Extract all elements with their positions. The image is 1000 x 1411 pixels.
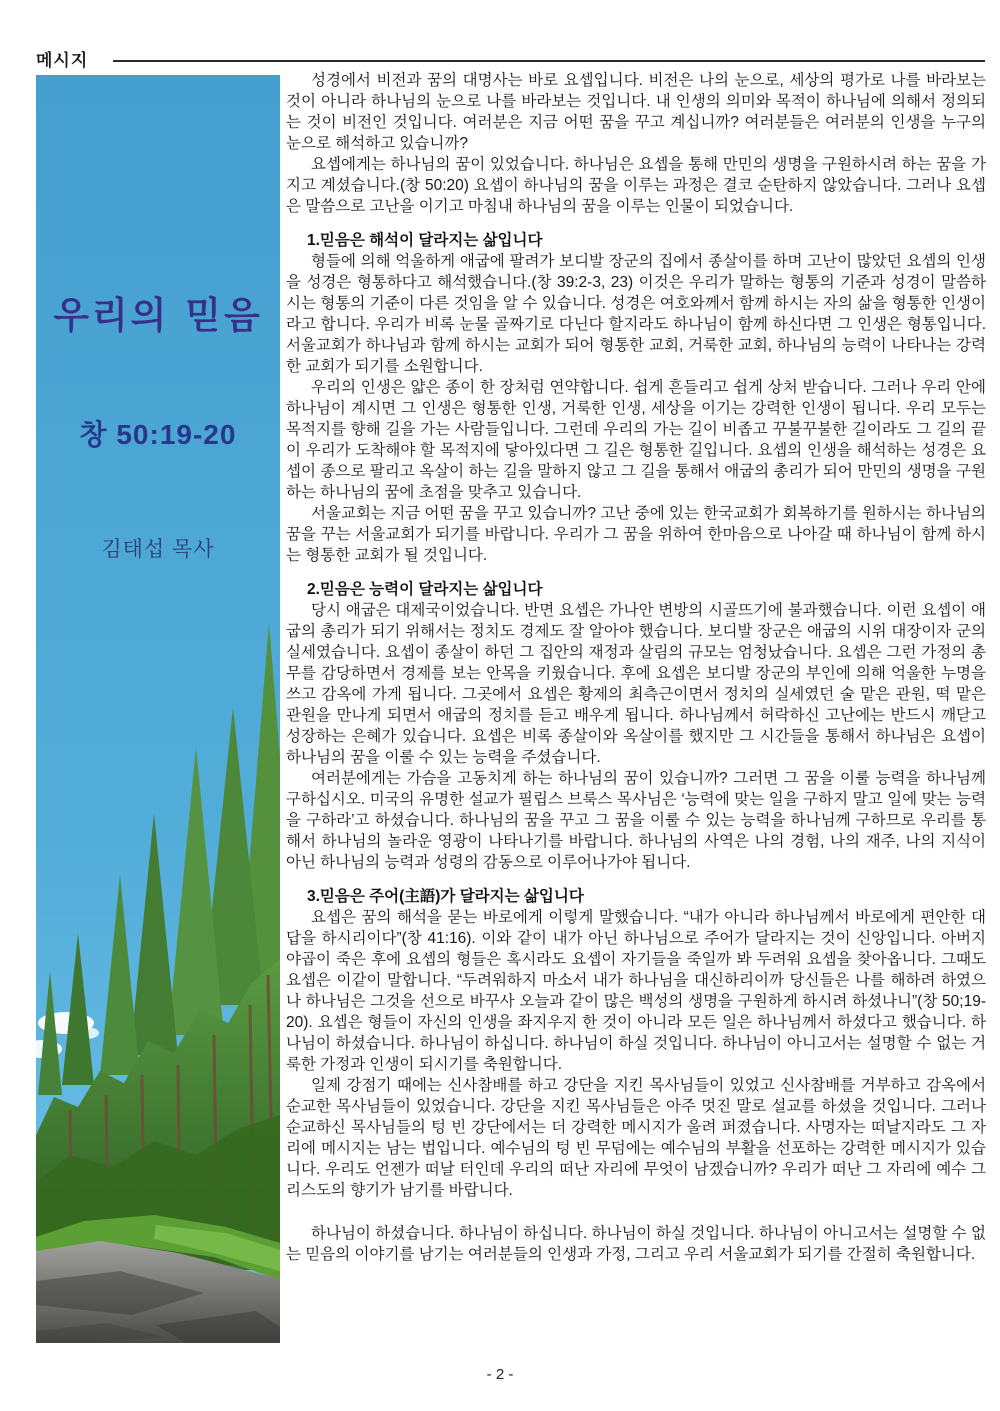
section-3-paragraph: 요셉은 꿈의 해석을 묻는 바로에게 이렇게 말했습니다. “내가 아니라 하나님께서 바로에게 편안한 대답을 하시리이다”(창 41:16). 이와 같이 내가 아닌 하나님으로 주어가 달라지는 것이 신앙입니다. 아버지 야곱이 죽은 후에 요셉의 형들은 혹시라도 요셉이 자기들을 죽일까 봐 두려워 요셉을 찾아옵니다. 그때도 요셉은 이같이 말합니다. “두려워하지 마소서 내가 하나님을 대신하리이까 당신들은 나를 해하려 하였으나 하나님은 그것을 선으로 바꾸사 오늘과 같이 많은 백성의 생명을 구원하게 하시려 하셨나니”(창 50;19-20). 요셉은 형들이 자신의 인생을 좌지우지 한 것이 아니라 모든 일은 하나님께서 하셨다고 했습니다. 하나님이 하셨습니다. 하나님이 하십니다. 하나님이 하실 것입니다. 하나님이 아니고서는 설명할 수 없는 거룩한 가정과 인생이 되시기를 축원합니다. (286, 909, 986, 1073)
section-heading-1: 1.믿음은 해석이 달라지는 삶입니다 (307, 232, 543, 249)
scripture-reference: 창 50:19-20 (79, 419, 237, 450)
section-2-paragraph: 당시 애굽은 대제국이었습니다. 반면 요셉은 가나안 변방의 시골뜨기에 불과했습니다. 이런 요셉이 애굽의 총리가 되기 위해서는 정치도 경제도 잘 알아야 했습니다. 보디발 장군은 애굽의 시위 대장이자 군의 실세였습니다. 요셉이 종살이 하던 그 집안의 재정과 살림의 규모는 엄청났습니다. 요셉은 그런 가정의 총무를 감당하면서 경제를 보는 안목을 키웠습니다. 후에 요셉은 보디발 장군의 부인에 의해 억울한 누명을 쓰고 감옥에 가게 됩니다. 그곳에서 요셉은 황제의 최측근이면서 정치의 실세였던 술 맡은 관원, 떡 맡은 관원을 만나게 되면서 애굽의 정치를 듣고 배우게 됩니다. 하나님께서 허락하신 고난에는 반드시 깨닫고 성장하는 은혜가 있습니다. 요셉은 비록 종살이와 옥살이를 했지만 그 시간들을 통해서 하나님은 요셉이 하나님의 꿈을 이룰 수 있는 능력을 주셨습니다. (286, 602, 986, 766)
header-rule (113, 60, 985, 62)
intro-paragraph: 성경에서 비전과 꿈의 대명사는 바로 요셉입니다. 비전은 나의 눈으로, 세상의 평가로 나를 바라보는 것이 아니라 하나님의 눈으로 나를 바라보는 것입니다. 내 인생의 의미와 목적이 하나님에 의해서 정의되는 것이 비전인 것입니다. 여러분은 지금 어떤 꿈을 꾸고 계십니까? 여러분들은 여러분의 인생을 누구의 눈으로 해석하고 있습니까? (286, 72, 986, 152)
section-1-paragraph: 우리의 인생은 얇은 종이 한 장처럼 연약합니다. 쉽게 흔들리고 쉽게 상처 받습니다. 그러나 우리 안에 하나님이 계시면 그 인생은 형통한 인생, 거룩한 인생, 세상을 이기는 강력한 인생이 됩니다. 우리 모두는 목적지를 향해 길을 가는 사람들입니다. 그런데 우리의 가는 길이 비좁고 꾸불꾸불한 길이라도 그 길의 끝이 우리가 도착해야 할 목적지에 닿아있다면 그 길은 형통한 길입니다. 요셉의 인생을 해석하는 성경은 요셉이 종으로 팔리고 옥살이 하는 길을 말하지 않고 그 길을 통해서 애굽의 총리가 되어 만민의 생명을 구원하는 하나님의 꿈에 초점을 맞추고 있습니다. (286, 379, 986, 501)
section-3-paragraph: 일제 강점기 때에는 신사참배를 하고 강단을 지킨 목사님들이 있었고 신사참배를 거부하고 감옥에서 순교한 목사님들이 있었습니다. 강단을 지킨 목사님들은 아주 멋진 말로 설교를 하셨을 것입니다. 그러나 순교하신 목사님들의 텅 빈 강단에서는 더 강력한 메시지가 울려 퍼졌습니다. 사명자는 떠날지라도 그 자리에 메시지는 남는 법입니다. 예수님의 텅 빈 무덤에는 예수님의 부활을 선포하는 강력한 메시지가 있습니다. 우리도 언젠가 떠날 터인데 우리의 떠난 자리에 무엇이 남겠습니까? 우리가 떠난 그 자리에 예수 그리스도의 향기가 남기를 바랍니다. (286, 1077, 986, 1199)
section-1-paragraph: 서울교회는 지금 어떤 꿈을 꾸고 있습니까? 고난 중에 있는 한국교회가 회복하기를 원하시는 하나님의 꿈을 꾸는 서울교회가 되기를 바랍니다. 우리가 그 꿈을 위하여 한마음으로 나아갈 때 하나님이 함께 하시는 형통한 교회가 될 것입니다. (286, 505, 986, 564)
sermon-body (286, 70, 986, 1265)
section-heading-3: 3.믿음은 주어(主語)가 달라지는 삶입니다 (307, 888, 584, 905)
sermon-photo-panel (36, 75, 280, 1343)
preacher-name: 김태섭 목사 (101, 538, 215, 561)
section-heading-2: 2.믿음은 능력이 달라지는 삶입니다 (307, 581, 543, 598)
forest-road-photo (36, 75, 280, 1343)
intro-paragraph: 요셉에게는 하나님의 꿈이 있었습니다. 하나님은 요셉을 통해 만민의 생명을 구원하시려 하는 꿈을 가지고 계셨습니다.(창 50:20) 요셉이 하나님의 꿈을 이루는 과정은 결코 순탄하지 않았습니다. 그러나 요셉은 말씀으로 고난을 이기고 마침내 하나님의 꿈을 이루는 인물이 되었습니다. (286, 156, 986, 215)
section-label: 메시지 (36, 51, 89, 70)
page-number: - 2 - (486, 1366, 514, 1383)
sermon-title: 우리의 믿음 (53, 293, 263, 337)
section-1-paragraph: 형들에 의해 억울하게 애굽에 팔려가 보디발 장군의 집에서 종살이를 하며 고난이 많았던 요셉의 인생을 성경은 형통하다고 해석했습니다.(창 39:2-3, 23) 이것은 우리가 말하는 형통의 기준과 성경이 말씀하시는 형통의 기준이 다른 것임을 알 수 있습니다. 성경은 여호와께서 함께 하시는 자의 삶을 형통한 인생이라고 합니다. 우리가 비록 눈물 골짜기로 다닌다 할지라도 하나님이 함께 하신다면 그 인생은 형통입니다. 서울교회가 하나님과 함께 하시는 교회가 되어 형통한 교회, 거룩한 교회, 하나님의 능력이 나타나는 강력한 교회가 되기를 소원합니다. (286, 253, 986, 375)
section-2-paragraph: 여러분에게는 가슴을 고동치게 하는 하나님의 꿈이 있습니까? 그러면 그 꿈을 이룰 능력을 하나님께 구하십시오. 미국의 유명한 설교가 필립스 브룩스 목사님은 ‘능력에 맞는 일을 구하지 말고 일에 맞는 능력을 구하라’고 하셨습니다. 하나님의 꿈을 꾸고 그 꿈을 이룰 수 있는 능력을 하나님께 구하므로 우리를 통해서 하나님의 놀라운 영광이 나타나기를 바랍니다. 하나님의 사역은 나의 경험, 나의 재주, 나의 지식이 아닌 하나님의 능력과 성령의 감동으로 이루어나가야 됩니다. (286, 770, 986, 871)
closing-paragraph: 하나님이 하셨습니다. 하나님이 하십니다. 하나님이 하실 것입니다. 하나님이 아니고서는 설명할 수 없는 믿음의 이야기를 남기는 여러분들의 인생과 가정, 그리고 우리 서울교회가 되기를 간절히 축원합니다. (286, 1225, 986, 1263)
